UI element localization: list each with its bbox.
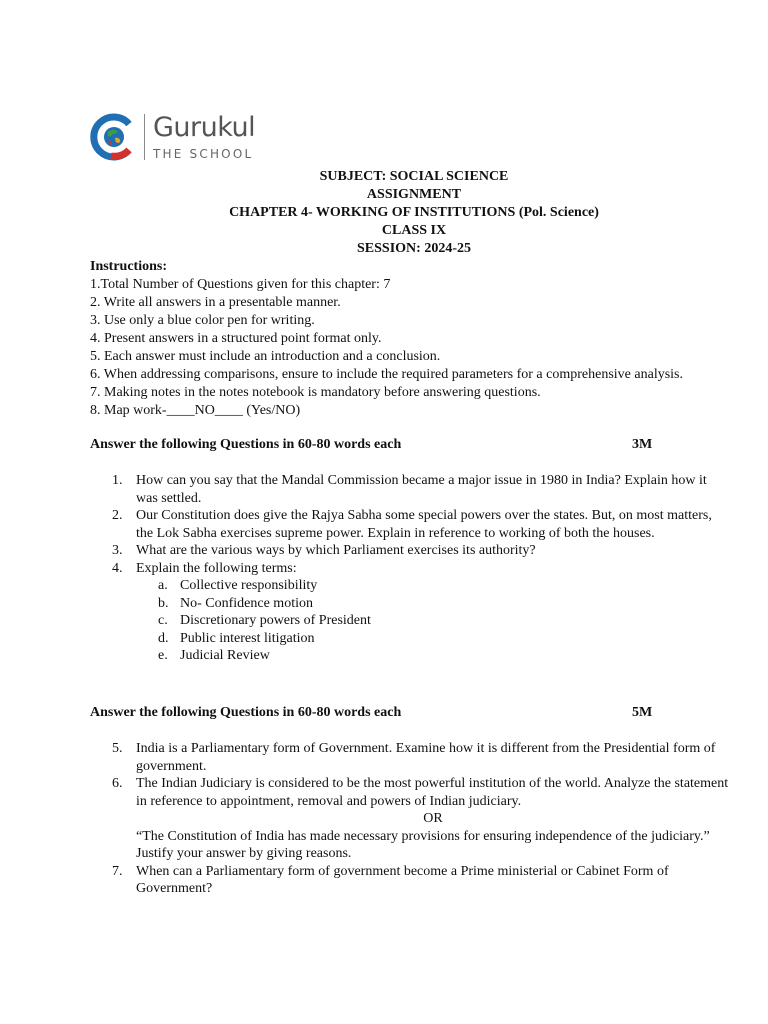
term-item bbox=[90, 630, 730, 648]
instruction-item: 7. Making notes in the notes notebook is mandatory before answering questions. bbox=[90, 385, 541, 400]
instruction-item: 5. Each answer must include an introduction and a conclusion. bbox=[90, 349, 441, 364]
logo-wordmark: Gurukul bbox=[153, 112, 256, 143]
section-2-heading-text: Answer the following Questions in 60-80 words each bbox=[90, 705, 402, 720]
logo-tagline: THE SCHOOL bbox=[153, 147, 254, 161]
term-letter: e. bbox=[158, 648, 168, 663]
instruction-item: 4. Present answers in a structured point format only. bbox=[90, 331, 382, 346]
section-2-questions bbox=[90, 740, 730, 898]
school-logo bbox=[89, 110, 259, 166]
section-2-heading bbox=[90, 704, 690, 722]
question-item bbox=[90, 775, 730, 810]
logo-divider bbox=[144, 114, 145, 160]
term-text: Judicial Review bbox=[180, 648, 270, 663]
class-line: CLASS IX bbox=[381, 223, 447, 238]
question-number: 7. bbox=[112, 863, 123, 879]
question-text: Our Constitution does give the Rajya Sabha some special powers over the states. But, on most matters, the Lok Sabha exercises supreme power. Explain in reference to working of both the houses. bbox=[136, 508, 712, 541]
section-2-marks: 5M bbox=[632, 705, 653, 720]
term-letter: d. bbox=[158, 630, 169, 646]
question-text: What are the various ways by which Parliament exercises its authority? bbox=[136, 543, 536, 558]
instructions-title: Instructions: bbox=[90, 259, 168, 274]
question-text: The Indian Judiciary is considered to be the most powerful institution of the world. Analyze the statement in reference to appointment, removal and powers of Indian judiciary. bbox=[136, 776, 729, 809]
instruction-item: 8. Map work-____NO____ (Yes/NO) bbox=[90, 403, 301, 418]
question-text: When can a Parliamentary form of government become a Prime ministerial or Cabinet Form of Government? bbox=[136, 863, 669, 896]
question-text: “The Constitution of India has made necessary provisions for ensuring independence of the judiciary.” Justify your answer by giving reasons. bbox=[136, 828, 710, 861]
instruction-item: 2. Write all answers in a presentable manner. bbox=[90, 295, 341, 310]
question-item bbox=[90, 542, 730, 560]
question-item-alternative bbox=[90, 828, 730, 863]
chapter-line: CHAPTER 4- WORKING OF INSTITUTIONS (Pol. Science) bbox=[229, 205, 599, 220]
assignment-header bbox=[0, 168, 768, 258]
section-1-questions bbox=[90, 472, 730, 665]
instruction-item: 3. Use only a blue color pen for writing. bbox=[90, 313, 315, 328]
term-text: No- Confidence motion bbox=[180, 595, 313, 611]
section-1-marks: 3M bbox=[632, 437, 653, 452]
gurukul-emblem-icon bbox=[89, 110, 139, 164]
instruction-item: 1.Total Number of Questions given for this chapter: 7 bbox=[90, 277, 391, 292]
term-letter: c. bbox=[158, 613, 168, 628]
question-number: 2. bbox=[112, 508, 123, 523]
section-1-heading bbox=[90, 436, 690, 454]
question-number: 3. bbox=[112, 543, 123, 558]
term-item bbox=[90, 647, 730, 665]
question-item bbox=[90, 507, 730, 542]
question-item bbox=[90, 740, 730, 775]
term-letter: b. bbox=[158, 595, 169, 611]
term-text: Public interest litigation bbox=[180, 630, 315, 646]
or-divider: OR bbox=[423, 811, 443, 826]
instructions-block bbox=[90, 258, 750, 420]
term-text: Collective responsibility bbox=[180, 578, 318, 593]
question-text: How can you say that the Mandal Commission became a major issue in 1980 in India? Explain how it was settled. bbox=[136, 473, 707, 506]
term-item bbox=[90, 612, 730, 630]
question-number: 4. bbox=[112, 560, 123, 576]
term-item bbox=[90, 595, 730, 613]
question-item bbox=[90, 560, 730, 578]
question-number: 5. bbox=[112, 741, 123, 756]
section-1-heading-text: Answer the following Questions in 60-80 words each bbox=[90, 437, 402, 452]
question-item bbox=[90, 863, 730, 898]
instruction-item: 6. When addressing comparisons, ensure to include the required parameters for a comprehensive analysis. bbox=[90, 367, 683, 382]
term-item bbox=[90, 577, 730, 595]
question-item bbox=[90, 472, 730, 507]
question-text: India is a Parliamentary form of Government. Examine how it is different from the Presidential form of government. bbox=[136, 741, 716, 774]
question-text: Explain the following terms: bbox=[136, 560, 297, 576]
question-number: 1. bbox=[112, 473, 123, 488]
subject-line: SUBJECT: SOCIAL SCIENCE bbox=[319, 169, 509, 184]
question-number: 6. bbox=[112, 776, 123, 791]
session-line: SESSION: 2024-25 bbox=[357, 241, 471, 256]
assignment-line: ASSIGNMENT bbox=[366, 187, 462, 202]
term-letter: a. bbox=[158, 578, 168, 593]
term-text: Discretionary powers of President bbox=[180, 613, 371, 628]
